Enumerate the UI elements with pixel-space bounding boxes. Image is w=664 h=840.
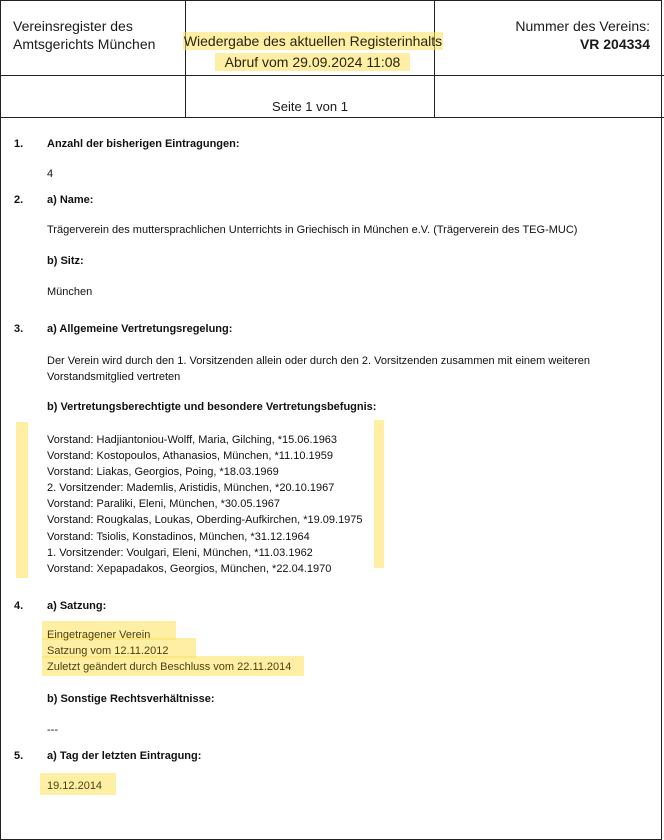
board-member: 1. Vorsitzender: Voulgari, Eleni, München, *11.03.1962 (47, 546, 313, 559)
entry-count: 4 (47, 168, 54, 180)
highlight-mark-right (374, 420, 384, 568)
association-number-label: Nummer des Vereins: (515, 18, 650, 34)
statute-line: Satzung vom 12.11.2012 (47, 645, 169, 658)
special-representation-heading: b) Vertretungsberechtigte und besondere Vertretungsbefugnis: (47, 401, 377, 413)
header-row2-right (434, 75, 664, 118)
page-indicator: Seite 1 von 1 (272, 99, 348, 114)
statute-line: Zuletzt geändert durch Beschluss vom 22.11.2014 (47, 661, 292, 674)
document-title: Wiedergabe des aktuellen Registerinhalts (183, 33, 443, 49)
association-seat: München (47, 286, 93, 298)
statute-line: Eingetragener Verein (47, 629, 151, 641)
general-representation-line1: Der Verein wird durch den 1. Vorsitzenden allein oder durch den 2. Vorsitzenden zusammen mit einem weiteren (47, 355, 590, 367)
board-member: Vorstand: Paraliki, Eleni, München, *30.05.1967 (47, 498, 280, 511)
general-representation-line2: Vorstandsmitglied vertreten (47, 371, 181, 383)
name-heading: a) Name: (47, 194, 94, 206)
general-representation-heading: a) Allgemeine Vertretungsregelung: (47, 323, 233, 335)
section-number: 4. (14, 600, 24, 612)
header-row2-left (0, 75, 186, 118)
board-member: Vorstand: Xepapadakos, Georgios, München, *22.04.1970 (47, 562, 332, 575)
court-name-line2: Amtsgerichts München (13, 36, 156, 52)
section-heading: Anzahl der bisherigen Eintragungen: (47, 138, 240, 150)
board-member: Vorstand: Tsiolis, Konstadinos, München, *31.12.1964 (47, 530, 310, 543)
retrieval-timestamp: Abruf vom 29.09.2024 11:08 (215, 53, 410, 71)
section-number: 5. (14, 750, 24, 762)
statute-details (47, 627, 291, 675)
statute-heading: a) Satzung: (47, 600, 107, 612)
board-member: Vorstand: Hadjiantoniou-Wolff, Maria, Gilching, *15.06.1963 (47, 434, 338, 446)
board-member: 2. Vorsitzender: Mademlis, Aristidis, München, *20.10.1967 (47, 482, 335, 495)
board-member: Vorstand: Liakas, Georgios, Poing, *18.03.1969 (47, 466, 279, 479)
highlight-mark-left (16, 422, 28, 578)
board-member-list (47, 432, 363, 577)
section-number: 3. (14, 323, 24, 335)
board-member: Vorstand: Kostopoulos, Athanasios, München, *11.10.1959 (47, 450, 333, 463)
other-legal-relations-heading: b) Sonstige Rechtsverhältnisse: (47, 693, 215, 705)
association-name: Trägerverein des muttersprachlichen Unterrichts in Griechisch in München e.V. (Trägerverein des TEG-MUC) (47, 224, 578, 236)
last-entry-date: 19.12.2014 (47, 780, 103, 792)
other-legal-relations-value: --- (47, 724, 58, 736)
seat-heading: b) Sitz: (47, 255, 84, 267)
section-number: 2. (14, 194, 24, 206)
court-name-line1: Vereinsregister des (13, 18, 133, 34)
section-number: 1. (14, 138, 24, 150)
association-number: VR 204334 (579, 36, 650, 52)
board-member: Vorstand: Rougkalas, Loukas, Oberding-Aufkirchen, *19.09.1975 (47, 514, 363, 527)
last-entry-heading: a) Tag der letzten Eintragung: (47, 750, 202, 762)
